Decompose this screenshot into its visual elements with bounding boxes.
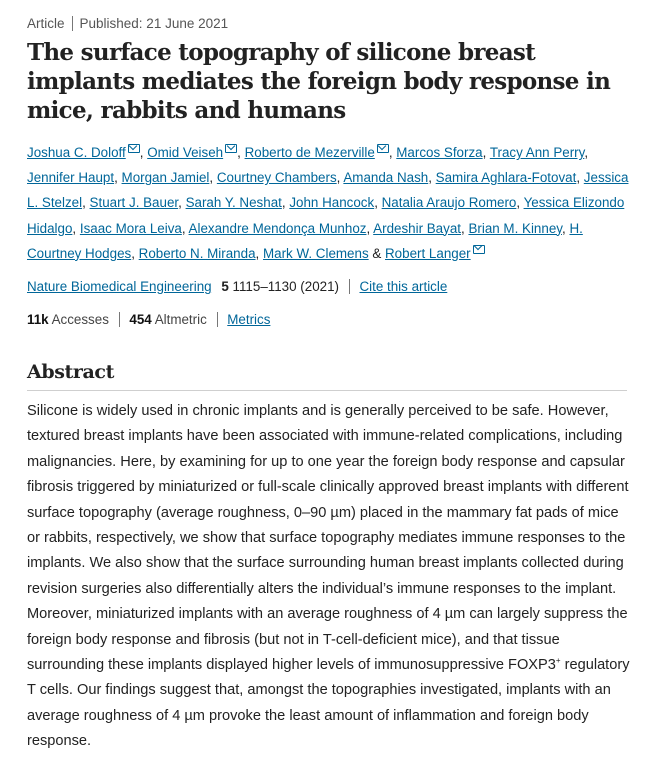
author-separator: , [374, 195, 382, 211]
journal-volume: 5 [221, 279, 229, 294]
author-separator: , [209, 170, 217, 186]
metrics-divider [119, 312, 120, 327]
altmetric-count: 454 [129, 312, 152, 327]
author-link[interactable]: Amanda Nash [343, 170, 429, 186]
author-separator: , [255, 245, 263, 261]
journal-pages: 1115–1130 (2021) [232, 279, 340, 294]
superscript-plus: + [555, 656, 561, 666]
email-icon[interactable] [377, 144, 389, 153]
author-separator: , [576, 170, 584, 186]
author-link[interactable]: Jessica L. Stelzel [27, 170, 629, 211]
citation-line [27, 279, 447, 294]
accesses-label: Accesses [51, 312, 109, 327]
author-separator: , [114, 170, 122, 186]
author-separator: & [368, 245, 386, 261]
abstract-body-part2: regulatory T cells. Our findings suggest that, amongst the topographies investigated, implants with an average roughness of 4 µm provoke the least amount of inflammation and foreign body response. [27, 657, 630, 750]
author-link[interactable]: Courtney Chambers [216, 170, 337, 186]
author-separator: , [72, 220, 80, 236]
author-link[interactable]: Isaac Mora Leiva [79, 220, 182, 236]
author-link[interactable]: Sarah Y. Neshat [185, 195, 282, 211]
meta-divider [72, 16, 73, 31]
article-meta [27, 16, 228, 31]
author-link[interactable]: Brian M. Kinney [468, 220, 562, 236]
author-list [27, 140, 637, 266]
author-separator: , [561, 220, 570, 236]
author-separator: , [82, 195, 90, 211]
email-icon[interactable] [473, 245, 485, 254]
published-date: Published: 21 June 2021 [79, 16, 229, 31]
section-divider [27, 390, 627, 391]
journal-link[interactable]: Nature Biomedical Engineering [27, 279, 212, 294]
author-link[interactable]: Yessica Elizondo Hidalgo [27, 195, 625, 236]
email-icon[interactable] [128, 144, 140, 153]
author-link[interactable]: John Hancock [289, 195, 375, 211]
metrics-divider [217, 312, 218, 327]
metrics-link[interactable]: Metrics [227, 312, 271, 327]
author-separator: , [336, 170, 344, 186]
author-link[interactable]: Stuart J. Bauer [89, 195, 179, 211]
author-separator: , [131, 245, 139, 261]
altmetric-label: Altmetric [154, 312, 207, 327]
author-link[interactable]: Roberto de Mezerville [244, 145, 375, 160]
author-link[interactable]: Mark W. Clemens [262, 245, 369, 261]
author-separator: , [516, 195, 524, 211]
author-separator: , [281, 195, 290, 211]
author-link[interactable]: Jennifer Haupt [27, 170, 115, 186]
cite-this-article-link[interactable]: Cite this article [359, 279, 448, 294]
author-separator: , [388, 145, 397, 160]
author-separator: , [482, 145, 490, 160]
author-link[interactable]: Ardeshir Bayat [373, 220, 461, 236]
author-link[interactable]: Robert Langer [385, 245, 471, 261]
author-link[interactable]: Tracy Ann Perry [489, 145, 585, 160]
author-link[interactable]: Morgan Jamiel [121, 170, 210, 186]
author-link[interactable]: Samira Aghlara-Fotovat [435, 170, 577, 186]
author-link[interactable]: Alexandre Mendonça Munhoz [188, 220, 367, 236]
author-link[interactable]: H. Courtney Hodges [27, 220, 583, 261]
author-separator: , [584, 145, 589, 160]
email-icon[interactable] [225, 144, 237, 153]
author-link[interactable]: Natalia Araujo Romero [381, 195, 517, 211]
abstract-text [27, 399, 632, 755]
author-link[interactable]: Roberto N. Miranda [138, 245, 256, 261]
author-separator: , [366, 220, 374, 236]
abstract-body-part1: Silicone is widely used in chronic implants and is generally perceived to be safe. However, textured breast implants have been associated with immune-related complications, including malignancies. Here, by examining for up to one year the foreign body response and capsular fibrosis triggered by miniaturized or full-scale clinically approved breast implants with different surface topography (average roughness, 0–90 µm) placed in the mammary fat pads of mice or rabbits, respectively, we show that surface topography mediates immune responses to the implants. We also show that the surface surrounding human breast implants collected during revision surgeries also differentially alters the individual’s immune responses to the implant. Moreover, miniaturized implants with an average roughness of 4 µm can largely suppress the foreign body response and fibrosis (but not in T-cell-deficient mice), and that tissue surrounding these implants displayed higher levels of immunosuppressive FOXP3 [27, 403, 629, 674]
citation-divider [349, 279, 350, 294]
article-type: Article [27, 16, 65, 31]
author-separator: , [139, 145, 148, 160]
author-separator: , [428, 170, 436, 186]
author-separator: , [178, 195, 186, 211]
author-link[interactable]: Marcos Sforza [396, 145, 483, 160]
author-link[interactable]: Joshua C. Doloff [27, 145, 126, 160]
article-title: The surface topography of silicone breast implants mediates the foreign body response in mice, rabbits and humans [27, 39, 611, 124]
article-metrics [27, 312, 270, 327]
accesses-count: 11k [27, 312, 49, 327]
author-separator: , [237, 145, 245, 160]
author-separator: , [181, 220, 189, 236]
author-separator: , [461, 220, 469, 236]
abstract-heading: Abstract [27, 361, 114, 383]
author-link[interactable]: Omid Veiseh [147, 145, 224, 160]
